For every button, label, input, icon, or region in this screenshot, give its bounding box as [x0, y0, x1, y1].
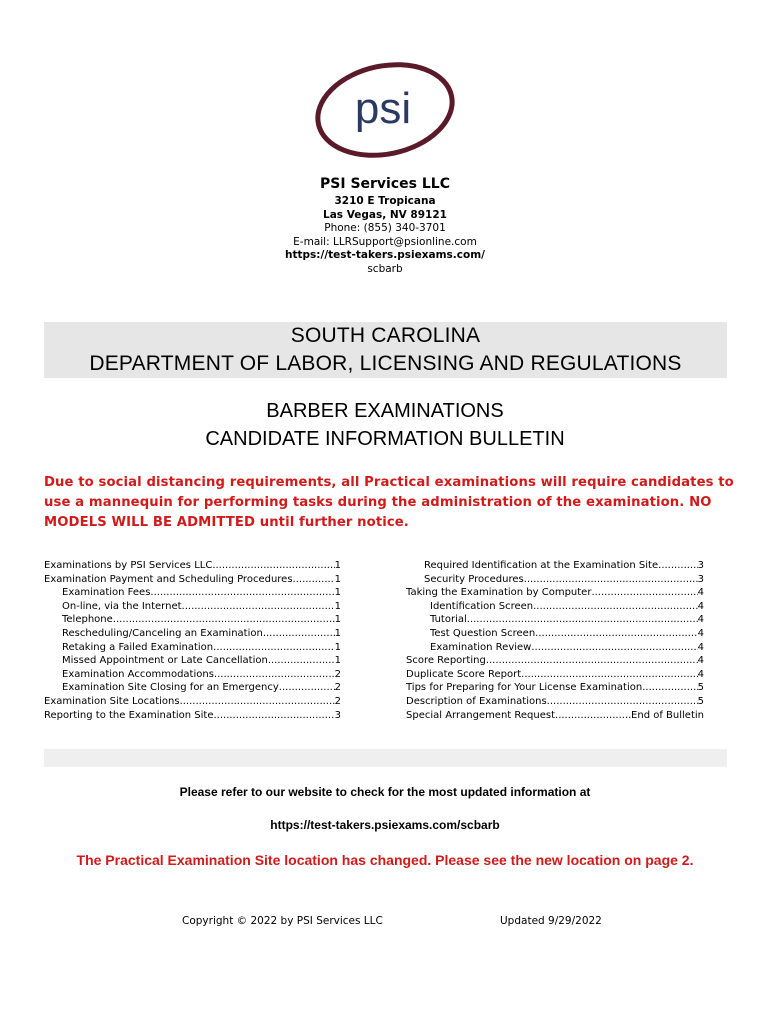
toc-entry[interactable]: [406, 695, 704, 709]
toc-entry-page: 2: [334, 682, 341, 694]
toc-leader-dots: [279, 681, 335, 695]
toc-entry[interactable]: [44, 681, 341, 695]
toc-leader-dots: [213, 709, 334, 723]
toc-leader-dots: [524, 573, 698, 587]
toc-entry-title: Missed Appointment or Late Cancellation: [62, 655, 268, 667]
toc-entry-page: 1: [334, 655, 341, 667]
toc-entry-page: 1: [334, 641, 341, 653]
refer-url-link[interactable]: https://test-takers.psiexams.com/scbarb: [270, 818, 500, 832]
toc-leader-dots: [547, 695, 698, 709]
banner-department: DEPARTMENT OF LABOR, LICENSING AND REGULATIONS: [89, 352, 682, 375]
toc-entry-page: 1: [334, 627, 341, 639]
toc-entry[interactable]: [406, 709, 704, 723]
banner-state: SOUTH CAROLINA: [290, 324, 481, 347]
table-of-contents-right: [406, 559, 704, 722]
toc-leader-dots: [268, 654, 335, 668]
toc-entry-title: Reporting to the Examination Site: [44, 709, 214, 721]
toc-entry-title: Security Procedures: [424, 573, 524, 585]
toc-leader-dots: [658, 559, 697, 573]
toc-entry-title: Required Identification at the Examination Site: [424, 560, 659, 571]
toc-entry[interactable]: [44, 668, 341, 682]
toc-entry[interactable]: [44, 695, 341, 709]
toc-entry-page: 3: [334, 709, 341, 721]
company-info: [0, 176, 770, 276]
copyright: Copyright © 2022 by PSI Services LLC: [182, 915, 383, 927]
toc-leader-dots: [214, 668, 335, 682]
toc-entry-title: Examination Payment and Scheduling Procedures: [44, 573, 293, 585]
toc-entry-title: Score Reporting: [406, 655, 486, 667]
toc-entry[interactable]: [44, 559, 341, 573]
toc-entry-title: Examination Site Closing for an Emergency: [62, 682, 279, 694]
bulletin-title: [0, 397, 770, 453]
toc-entry-page: 4: [697, 627, 704, 639]
toc-entry-title: Tutorial: [430, 614, 467, 626]
updated-date: Updated 9/29/2022: [500, 915, 602, 927]
toc-leader-dots: [212, 559, 334, 573]
toc-entry-page: 2: [334, 668, 341, 680]
toc-entry-page: 4: [697, 668, 704, 680]
toc-entry-title: Examination Fees: [62, 587, 151, 599]
toc-entry-title: Examinations by PSI Services LLC: [44, 560, 213, 571]
toc-entry[interactable]: [406, 641, 704, 655]
toc-leader-dots: [293, 573, 335, 587]
toc-leader-dots: [467, 613, 698, 627]
toc-entry[interactable]: [44, 586, 341, 600]
toc-entry-page: 4: [697, 641, 704, 653]
toc-entry-page: 4: [697, 587, 704, 599]
toc-entry-page: 5: [697, 682, 704, 694]
toc-entry-page: 3: [697, 573, 704, 585]
toc-leader-dots: [521, 668, 697, 682]
toc-leader-dots: [642, 681, 697, 695]
toc-entry[interactable]: [44, 573, 341, 587]
toc-entry[interactable]: [406, 586, 704, 600]
toc-entry-title: Rescheduling/Canceling an Examination: [62, 627, 263, 639]
social-distancing-notice: Due to social distancing requirements, all Practical examinations will require candidates to use a mannequin for performing tasks during the administration of the examination. NO MODELS WILL BE ADMITTED until further notice.: [44, 475, 734, 530]
logo-text: psi: [354, 84, 412, 133]
toc-leader-dots: [113, 613, 335, 627]
toc-entry[interactable]: [44, 654, 341, 668]
toc-leader-dots: [182, 600, 335, 614]
toc-entry-page: 3: [697, 560, 704, 571]
toc-leader-dots: [180, 695, 335, 709]
company-address-1: 3210 E Tropicana: [334, 195, 436, 207]
state-department-banner: [44, 322, 727, 378]
toc-entry-title: Telephone: [62, 614, 113, 626]
company-email: E-mail: LLRSupport@psionline.com: [293, 235, 477, 248]
title-line-2: CANDIDATE INFORMATION BULLETIN: [205, 428, 565, 450]
toc-leader-dots: [555, 709, 631, 723]
toc-entry-title: Test Question Screen: [430, 627, 536, 639]
toc-leader-dots: [535, 627, 697, 641]
toc-leader-dots: [213, 641, 334, 655]
toc-entry-title: Examination Site Locations: [44, 695, 180, 707]
toc-entry[interactable]: [406, 559, 704, 573]
toc-entry-page: 4: [697, 614, 704, 626]
toc-entry-page: 1: [334, 600, 341, 612]
toc-entry[interactable]: [406, 573, 704, 587]
toc-entry-page: 4: [697, 600, 704, 612]
toc-entry-page: 5: [697, 695, 704, 707]
company-name: PSI Services LLC: [320, 176, 450, 192]
toc-leader-dots: [591, 586, 697, 600]
toc-leader-dots: [533, 600, 698, 614]
toc-entry[interactable]: [44, 600, 341, 614]
toc-entry-title: Tips for Preparing for Your License Examination: [406, 682, 643, 694]
toc-entry[interactable]: [406, 654, 704, 668]
psi-logo: [310, 60, 460, 160]
toc-entry[interactable]: [406, 600, 704, 614]
toc-entry-title: Retaking a Failed Examination: [62, 641, 214, 653]
toc-entry[interactable]: [406, 681, 704, 695]
toc-entry-page: End of Bulletin: [631, 709, 704, 721]
toc-entry[interactable]: [44, 641, 341, 655]
toc-entry[interactable]: [406, 627, 704, 641]
toc-entry[interactable]: [44, 627, 341, 641]
divider-bar: [44, 749, 727, 767]
toc-leader-dots: [150, 586, 334, 600]
toc-entry-title: On-line, via the Internet: [62, 600, 182, 612]
company-phone: Phone: (855) 340-3701: [324, 222, 446, 234]
toc-entry-title: Taking the Examination by Computer: [406, 587, 592, 599]
toc-leader-dots: [263, 627, 335, 641]
toc-leader-dots: [531, 641, 697, 655]
company-website-path[interactable]: scbarb: [367, 262, 403, 275]
toc-entry-page: 1: [334, 560, 341, 571]
location-change-notice: The Practical Examination Site location has changed. Please see the new location on page 2.: [76, 852, 694, 868]
toc-entry-page: 4: [697, 655, 704, 667]
toc-entry-title: Special Arrangement Request: [406, 709, 556, 721]
toc-entry[interactable]: [44, 709, 341, 723]
table-of-contents-left: [44, 559, 341, 722]
toc-leader-dots: [486, 654, 698, 668]
toc-entry-title: Identification Screen: [430, 600, 534, 612]
title-line-1: BARBER EXAMINATIONS: [266, 400, 504, 422]
toc-entry-page: 1: [334, 587, 341, 599]
company-website[interactable]: https://test-takers.psiexams.com/: [285, 249, 485, 261]
toc-entry[interactable]: [406, 613, 704, 627]
company-address-2: Las Vegas, NV 89121: [323, 208, 447, 221]
toc-entry-page: 2: [334, 695, 341, 707]
toc-entry-page: 1: [334, 614, 341, 626]
refer-text: Please refer to our website to check for the most updated information at: [179, 785, 591, 799]
toc-entry[interactable]: [44, 613, 341, 627]
toc-entry[interactable]: [406, 668, 704, 682]
toc-entry-title: Examination Review: [430, 641, 532, 653]
toc-entry-title: Examination Accommodations: [62, 668, 214, 680]
toc-entry-page: 1: [334, 573, 341, 585]
toc-entry-title: Duplicate Score Report: [406, 668, 522, 680]
toc-entry-title: Description of Examinations: [406, 695, 547, 707]
